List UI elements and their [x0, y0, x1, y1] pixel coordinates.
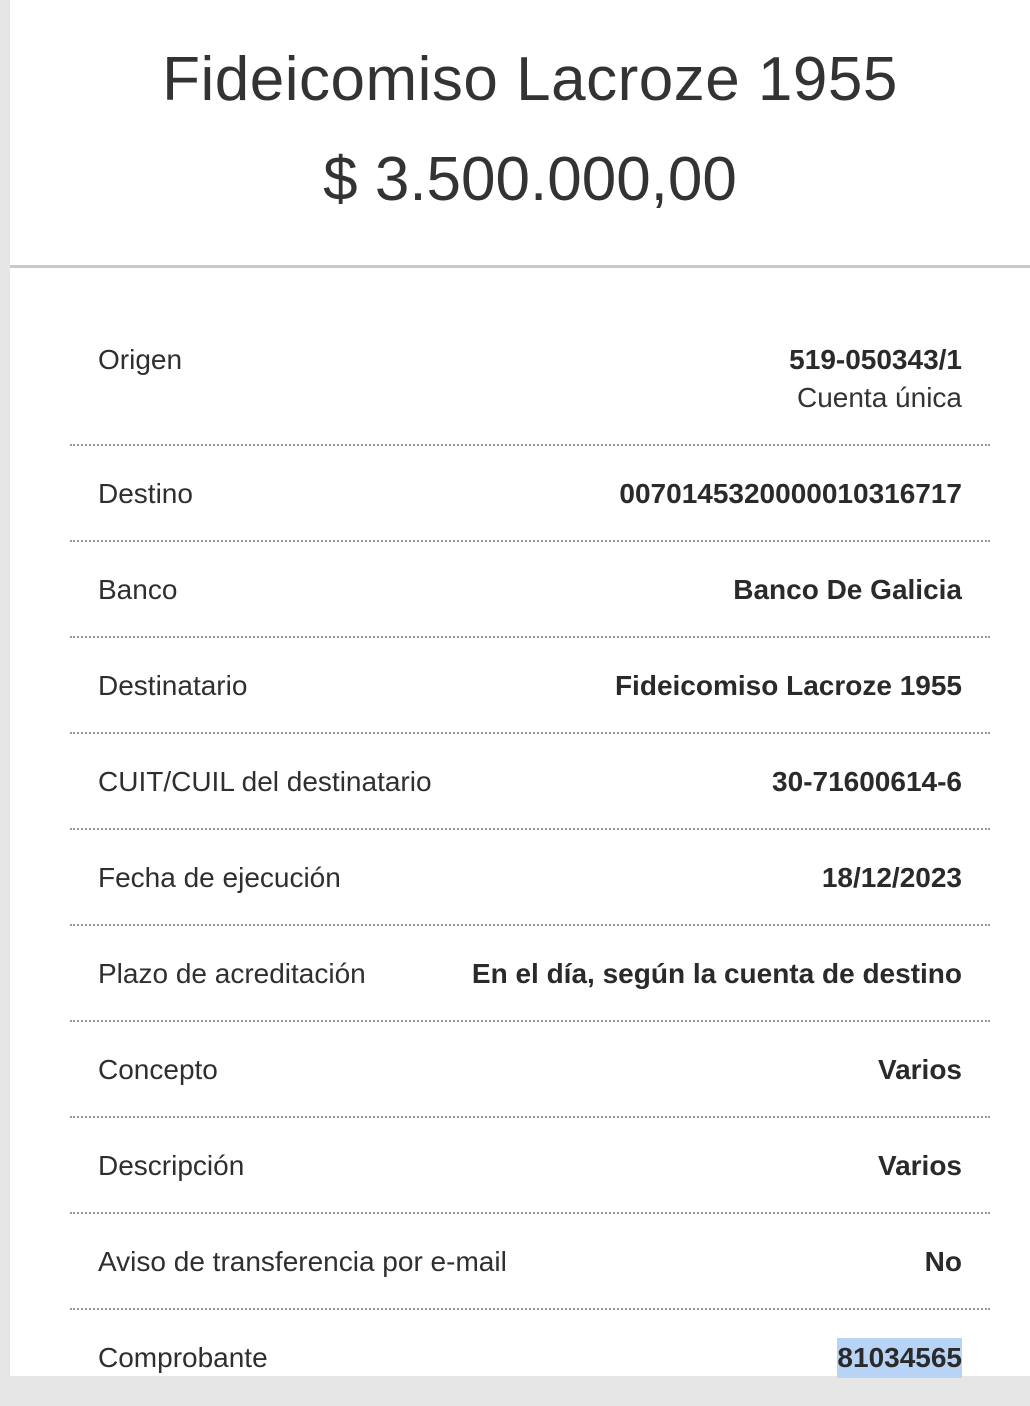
- detail-value: [789, 340, 962, 418]
- detail-label: Fecha de ejecución: [98, 862, 341, 893]
- detail-row-cuit: [70, 734, 990, 830]
- detail-label: Plazo de acreditación: [98, 958, 366, 989]
- details-list: [70, 312, 990, 1406]
- detail-row-destinatario: [70, 638, 990, 734]
- detail-row-destino: [70, 446, 990, 542]
- transfer-amount: $ 3.500.000,00: [323, 145, 737, 214]
- detail-value: No: [924, 1246, 962, 1277]
- detail-value: En el día, según la cuenta de destino: [471, 958, 962, 989]
- detail-row-plazo: [70, 926, 990, 1022]
- detail-value: 30-71600614-6: [772, 766, 962, 797]
- detail-value: Varios: [877, 1150, 962, 1181]
- detail-label: CUIT/CUIL del destinatario: [98, 766, 432, 797]
- page-title: Fideicomiso Lacroze 1955: [162, 45, 898, 114]
- detail-row-concepto: [70, 1022, 990, 1118]
- detail-value: 0070145320000010316717: [619, 478, 962, 509]
- detail-label: Origen: [98, 344, 183, 375]
- detail-label: Comprobante: [98, 1342, 268, 1373]
- origin-account-type: Cuenta única: [796, 382, 962, 413]
- detail-label: Concepto: [98, 1054, 218, 1085]
- receipt-number-selected[interactable]: 81034565: [837, 1338, 962, 1378]
- detail-label: Descripción: [98, 1150, 245, 1181]
- detail-label: Banco: [98, 574, 178, 605]
- detail-value: Banco De Galicia: [733, 574, 962, 605]
- detail-label: Destinatario: [98, 670, 248, 701]
- detail-value: 18/12/2023: [821, 862, 962, 893]
- detail-row-banco: [70, 542, 990, 638]
- receipt-header: [10, 0, 1030, 268]
- detail-row-fecha: [70, 830, 990, 926]
- detail-row-aviso: [70, 1214, 990, 1310]
- origin-account-number: 519-050343/1: [789, 344, 962, 375]
- detail-value: Fideicomiso Lacroze 1955: [614, 670, 962, 701]
- detail-row-comprobante: [70, 1310, 990, 1406]
- detail-value: Varios: [877, 1054, 962, 1085]
- detail-row-descripcion: [70, 1118, 990, 1214]
- transfer-receipt-card: [10, 0, 1030, 1376]
- detail-label: Destino: [98, 478, 193, 509]
- detail-label: Aviso de transferencia por e-mail: [98, 1246, 507, 1277]
- detail-row-origen: [70, 312, 990, 446]
